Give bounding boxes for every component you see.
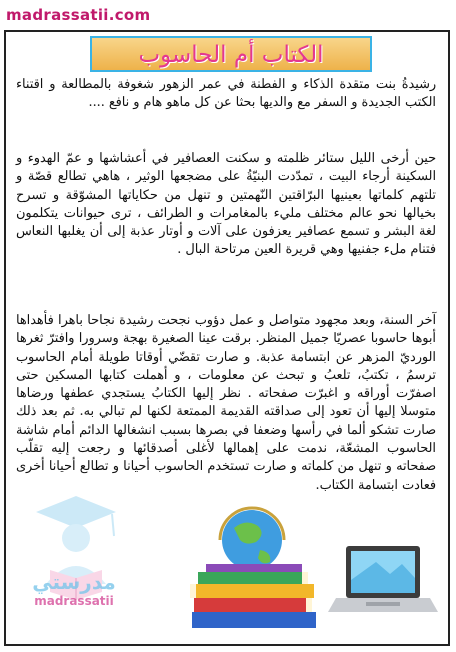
paragraph-2-text: حين أرخى الليل ستائر ظلمته و سكنت العصافير في أعشاشها و عمّ الهدوء و السكينة أرجاء البيت ، تمدّدت البنيّةُ على مضجعها الوثير ، هاهي تطالع قصّة و تلتهم كلماتها بعينيها البرّاقتين النّهمتين و تنهل من حكاياتها المشوّقة و تسرح بخيالها نحو عالم مختلف مليء بالمغامرات و الطرائف ، ترى حيوانات يتكلمون لغة البشر و تسمع عصافير يعزفون على آلات و أوتار عذبة إلى أن يغلبها النعاس فتنام ملء جفنيها وهي قريرة العين مرتاحة البال . — [16, 151, 436, 258]
site-header: madrassatii.com — [6, 6, 151, 24]
paragraph-2 — [16, 150, 436, 260]
watermark-text — [20, 570, 128, 608]
paragraph-1 — [16, 76, 436, 113]
watermark-arabic: مدرستي — [32, 570, 116, 594]
paragraph-1-text: رشيدةُ بنت متقدة الذكاء و الفطنة في عمر الزهور شغوفة بالمطالعة و اقتناء الكتب الجديدة و السفر مع والديها بحثا عن كل ماهو هام و نافع .... — [16, 77, 436, 111]
paragraph-3 — [16, 312, 436, 495]
watermark-latin: madrassatii — [34, 594, 114, 608]
books-laptop-globe-clipart — [176, 500, 438, 640]
books-icon — [186, 564, 316, 628]
laptop-icon — [328, 546, 438, 612]
paragraph-3-text: آخر السنة، وبعد مجهود متواصل و عمل دؤوب نجحت رشيدة نجاحا باهرا فأهداها أبوها حاسوبا عصريّا جميل المنظر. برقت عينا الصغيرة بهجة وسرورا وافترّ ثغرها الورديّ المزهر عن ابتسامة عذبة. و صارت تقضّي أوقاتا طويلة أمام الحاسوب ترسمُ ، تكتبُ، تلعبُ و تبحث عن معلومات ، و أهملت كتابها المسكين حتى اصفرّت أوراقه و اغبرّت صفحاته . نظر إليها الكتابُ يستجدي عطفها ورضاها متوسلا إليها أن تعود إلى صداقته القديمة الممتعة لكنها لم تبالي به. ثم بعد ذلك صارت تشكو ألما في رأسها وضعفا في بصرها بسبب انشغالها الدائم أمام شاشة الحاسوب المشعّة، ندمت على إهمالها لأغلى أصدقائها و رجعت إليه تقلّب صفحاته و تنهل من كلماته و صارت تستخدم الحاسوب أحيانا و تطالع أحيانا أخرى فعادت ابتسامة الكتاب. — [16, 313, 436, 493]
story-title: الكتاب أم الحاسوب — [90, 36, 372, 72]
